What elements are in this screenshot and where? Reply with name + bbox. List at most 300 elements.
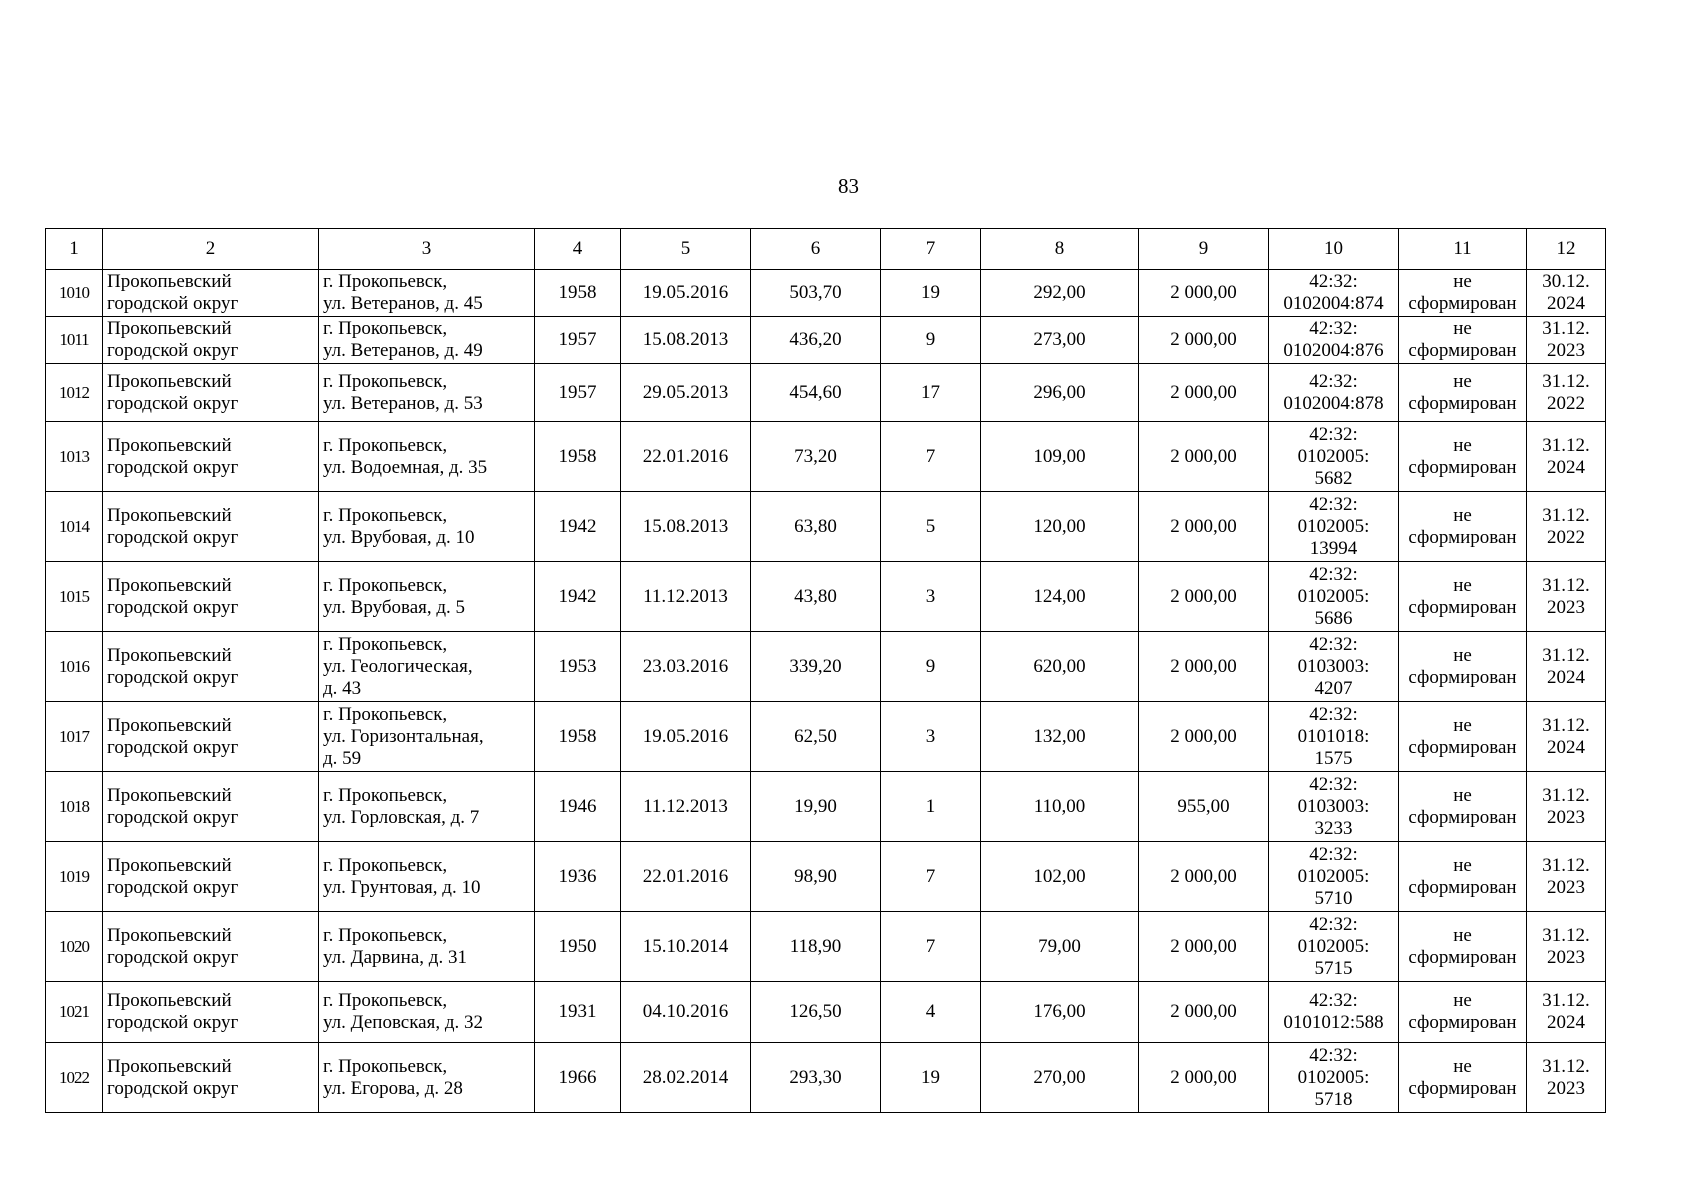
municipality-cell — [103, 982, 319, 1043]
cadastral-cell-line: 0103003: — [1297, 655, 1370, 677]
date-cell: 15.10.2014 — [621, 912, 751, 982]
cadastral-cell-line: 3233 — [1314, 817, 1353, 839]
status-cell — [1399, 364, 1527, 422]
deadline-cell-line: 2024 — [1547, 666, 1585, 688]
date-cell: 11.12.2013 — [621, 562, 751, 632]
date-cell: 29.05.2013 — [621, 364, 751, 422]
municipality-cell — [103, 842, 319, 912]
row-number: 1022 — [46, 1043, 103, 1113]
year-cell: 1957 — [535, 317, 621, 364]
table-body — [46, 229, 1606, 1113]
status-cell — [1399, 702, 1527, 772]
deadline-cell — [1527, 317, 1606, 364]
row-number: 1013 — [46, 422, 103, 492]
address-cell — [319, 364, 535, 422]
land-area-cell: 109,00 — [981, 422, 1139, 492]
municipality-cell-line: Прокопьевский — [107, 644, 232, 666]
address-cell — [319, 772, 535, 842]
status-cell-line: сформирован — [1408, 1077, 1517, 1099]
date-cell: 28.02.2014 — [621, 1043, 751, 1113]
table-row — [46, 842, 1606, 912]
table-row — [46, 1043, 1606, 1113]
cadastral-cell — [1269, 270, 1399, 317]
address-cell-line: г. Прокопьевск, — [323, 1055, 448, 1077]
deadline-cell-line: 31.12. — [1542, 714, 1590, 736]
status-cell-line: не — [1453, 370, 1472, 392]
row-number: 1017 — [46, 702, 103, 772]
row-number: 1015 — [46, 562, 103, 632]
price-cell: 2 000,00 — [1139, 912, 1269, 982]
address-cell — [319, 422, 535, 492]
year-cell: 1958 — [535, 422, 621, 492]
deadline-cell-line: 2023 — [1547, 1077, 1585, 1099]
cadastral-cell-line: 42:32: — [1309, 990, 1358, 1011]
year-cell: 1950 — [535, 912, 621, 982]
status-cell-line: сформирован — [1408, 1012, 1517, 1033]
register-table — [45, 228, 1606, 1113]
municipality-cell — [103, 317, 319, 364]
municipality-cell-line: городской округ — [107, 456, 239, 478]
year-cell: 1946 — [535, 772, 621, 842]
area-cell: 63,80 — [751, 492, 881, 562]
municipality-cell-line: городской округ — [107, 340, 239, 361]
area-cell: 118,90 — [751, 912, 881, 982]
column-header: 5 — [621, 229, 751, 270]
date-cell: 19.05.2016 — [621, 702, 751, 772]
status-cell — [1399, 982, 1527, 1043]
land-area-cell: 132,00 — [981, 702, 1139, 772]
cadastral-cell-line: 5710 — [1314, 887, 1353, 909]
deadline-cell — [1527, 1043, 1606, 1113]
price-cell: 2 000,00 — [1139, 702, 1269, 772]
land-area-cell: 296,00 — [981, 364, 1139, 422]
price-cell: 2 000,00 — [1139, 842, 1269, 912]
column-header: 3 — [319, 229, 535, 270]
address-cell — [319, 982, 535, 1043]
cadastral-cell-line: 42:32: — [1309, 493, 1358, 515]
address-cell — [319, 492, 535, 562]
residents-cell: 9 — [881, 632, 981, 702]
table-row — [46, 270, 1606, 317]
status-cell-line: не — [1453, 990, 1472, 1011]
cadastral-cell — [1269, 364, 1399, 422]
deadline-cell-line: 31.12. — [1542, 504, 1590, 526]
residents-cell: 7 — [881, 912, 981, 982]
price-cell: 2 000,00 — [1139, 982, 1269, 1043]
deadline-cell-line: 30.12. — [1542, 271, 1590, 292]
year-cell: 1958 — [535, 270, 621, 317]
address-cell-line: ул. Грунтовая, д. 10 — [323, 876, 481, 898]
municipality-cell-line: Прокопьевский — [107, 504, 232, 526]
status-cell-line: сформирован — [1408, 806, 1517, 828]
deadline-cell — [1527, 270, 1606, 317]
cadastral-cell-line: 5682 — [1314, 467, 1353, 489]
address-cell — [319, 562, 535, 632]
address-cell-line: ул. Врубовая, д. 5 — [323, 596, 466, 618]
year-cell: 1931 — [535, 982, 621, 1043]
area-cell: 293,30 — [751, 1043, 881, 1113]
residents-cell: 3 — [881, 702, 981, 772]
municipality-cell — [103, 632, 319, 702]
row-number: 1019 — [46, 842, 103, 912]
area-cell: 98,90 — [751, 842, 881, 912]
cadastral-cell-line: 1575 — [1314, 747, 1353, 769]
status-cell-line: сформирован — [1408, 876, 1517, 898]
residents-cell: 4 — [881, 982, 981, 1043]
address-cell-line: г. Прокопьевск, — [323, 990, 448, 1011]
row-number: 1020 — [46, 912, 103, 982]
cadastral-cell-line: 0102005: — [1297, 515, 1370, 537]
municipality-cell-line: городской округ — [107, 946, 239, 968]
address-cell-line: ул. Ветеранов, д. 53 — [323, 392, 483, 414]
municipality-cell-line: городской округ — [107, 1077, 239, 1099]
column-header: 2 — [103, 229, 319, 270]
municipality-cell — [103, 1043, 319, 1113]
municipality-cell-line: городской округ — [107, 666, 239, 688]
cadastral-cell-line: 0102005: — [1297, 445, 1370, 467]
address-cell-line: ул. Горловская, д. 7 — [323, 806, 480, 828]
deadline-cell — [1527, 492, 1606, 562]
table-row — [46, 422, 1606, 492]
column-header: 4 — [535, 229, 621, 270]
cadastral-cell-line: 0102004:878 — [1283, 392, 1384, 414]
date-cell: 19.05.2016 — [621, 270, 751, 317]
status-cell — [1399, 912, 1527, 982]
residents-cell: 7 — [881, 842, 981, 912]
column-header: 8 — [981, 229, 1139, 270]
date-cell: 15.08.2013 — [621, 492, 751, 562]
deadline-cell-line: 2023 — [1547, 806, 1585, 828]
address-cell-line: д. 59 — [323, 747, 362, 769]
cadastral-cell-line: 42:32: — [1309, 913, 1358, 935]
residents-cell: 19 — [881, 270, 981, 317]
area-cell: 436,20 — [751, 317, 881, 364]
cadastral-cell-line: 0102005: — [1297, 585, 1370, 607]
deadline-cell — [1527, 772, 1606, 842]
cadastral-cell-line: 13994 — [1309, 537, 1358, 559]
area-cell: 43,80 — [751, 562, 881, 632]
row-number: 1018 — [46, 772, 103, 842]
deadline-cell-line: 2023 — [1547, 946, 1585, 968]
address-cell-line: ул. Ветеранов, д. 45 — [323, 293, 483, 314]
status-cell — [1399, 422, 1527, 492]
address-cell — [319, 842, 535, 912]
status-cell-line: сформирован — [1408, 340, 1517, 361]
status-cell — [1399, 317, 1527, 364]
year-cell: 1953 — [535, 632, 621, 702]
residents-cell: 9 — [881, 317, 981, 364]
deadline-cell — [1527, 632, 1606, 702]
land-area-cell: 79,00 — [981, 912, 1139, 982]
column-header: 11 — [1399, 229, 1527, 270]
status-cell-line: не — [1453, 504, 1472, 526]
deadline-cell-line: 2024 — [1547, 1012, 1585, 1033]
status-cell-line: сформирован — [1408, 456, 1517, 478]
land-area-cell: 176,00 — [981, 982, 1139, 1043]
municipality-cell — [103, 364, 319, 422]
deadline-cell-line: 31.12. — [1542, 784, 1590, 806]
deadline-cell-line: 31.12. — [1542, 644, 1590, 666]
price-cell: 2 000,00 — [1139, 364, 1269, 422]
column-header: 9 — [1139, 229, 1269, 270]
address-cell-line: г. Прокопьевск, — [323, 370, 448, 392]
date-cell: 04.10.2016 — [621, 982, 751, 1043]
municipality-cell-line: городской округ — [107, 596, 239, 618]
year-cell: 1936 — [535, 842, 621, 912]
municipality-cell — [103, 912, 319, 982]
status-cell-line: сформирован — [1408, 526, 1517, 548]
table-row — [46, 562, 1606, 632]
land-area-cell: 102,00 — [981, 842, 1139, 912]
cadastral-cell-line: 42:32: — [1309, 318, 1358, 339]
municipality-cell — [103, 562, 319, 632]
date-cell: 15.08.2013 — [621, 317, 751, 364]
municipality-cell-line: Прокопьевский — [107, 318, 232, 339]
deadline-cell — [1527, 364, 1606, 422]
year-cell: 1966 — [535, 1043, 621, 1113]
status-cell-line: не — [1453, 784, 1472, 806]
row-number: 1010 — [46, 270, 103, 317]
municipality-cell-line: Прокопьевский — [107, 854, 232, 876]
cadastral-cell — [1269, 702, 1399, 772]
cadastral-cell-line: 0103003: — [1297, 795, 1370, 817]
cadastral-cell — [1269, 317, 1399, 364]
column-header: 6 — [751, 229, 881, 270]
land-area-cell: 110,00 — [981, 772, 1139, 842]
cadastral-cell — [1269, 492, 1399, 562]
table-row — [46, 492, 1606, 562]
date-cell: 23.03.2016 — [621, 632, 751, 702]
municipality-cell — [103, 492, 319, 562]
price-cell: 2 000,00 — [1139, 1043, 1269, 1113]
cadastral-cell-line: 5715 — [1314, 957, 1353, 979]
table-row — [46, 702, 1606, 772]
residents-cell: 5 — [881, 492, 981, 562]
area-cell: 62,50 — [751, 702, 881, 772]
status-cell — [1399, 772, 1527, 842]
address-cell-line: г. Прокопьевск, — [323, 924, 448, 946]
year-cell: 1942 — [535, 562, 621, 632]
address-cell-line: ул. Деповская, д. 32 — [323, 1012, 484, 1033]
status-cell-line: сформирован — [1408, 392, 1517, 414]
deadline-cell-line: 2022 — [1547, 392, 1585, 414]
municipality-cell-line: городской округ — [107, 806, 239, 828]
deadline-cell-line: 31.12. — [1542, 990, 1590, 1011]
cadastral-cell-line: 0101012:588 — [1283, 1012, 1384, 1033]
deadline-cell-line: 2024 — [1547, 736, 1585, 758]
address-cell-line: г. Прокопьевск, — [323, 784, 448, 806]
cadastral-cell — [1269, 1043, 1399, 1113]
row-number: 1011 — [46, 317, 103, 364]
deadline-cell-line: 31.12. — [1542, 854, 1590, 876]
municipality-cell-line: городской округ — [107, 736, 239, 758]
status-cell — [1399, 632, 1527, 702]
area-cell: 126,50 — [751, 982, 881, 1043]
cadastral-cell-line: 0102005: — [1297, 1066, 1370, 1088]
status-cell-line: не — [1453, 434, 1472, 456]
table-row — [46, 632, 1606, 702]
residents-cell: 17 — [881, 364, 981, 422]
municipality-cell-line: Прокопьевский — [107, 370, 232, 392]
date-cell: 22.01.2016 — [621, 422, 751, 492]
cadastral-cell — [1269, 632, 1399, 702]
deadline-cell-line: 2024 — [1547, 456, 1585, 478]
cadastral-cell-line: 0101018: — [1297, 725, 1370, 747]
address-cell-line: г. Прокопьевск, — [323, 574, 448, 596]
cadastral-cell-line: 4207 — [1314, 677, 1353, 699]
area-cell: 454,60 — [751, 364, 881, 422]
cadastral-cell-line: 42:32: — [1309, 633, 1358, 655]
address-cell-line: г. Прокопьевск, — [323, 318, 448, 339]
status-cell-line: не — [1453, 644, 1472, 666]
deadline-cell — [1527, 702, 1606, 772]
municipality-cell-line: Прокопьевский — [107, 1055, 232, 1077]
address-cell-line: ул. Егорова, д. 28 — [323, 1077, 463, 1099]
column-header: 7 — [881, 229, 981, 270]
status-cell-line: сформирован — [1408, 946, 1517, 968]
address-cell — [319, 702, 535, 772]
area-cell: 73,20 — [751, 422, 881, 492]
price-cell: 955,00 — [1139, 772, 1269, 842]
row-number: 1014 — [46, 492, 103, 562]
address-cell-line: ул. Геологическая, — [323, 655, 473, 677]
deadline-cell-line: 31.12. — [1542, 1055, 1590, 1077]
status-cell — [1399, 1043, 1527, 1113]
status-cell — [1399, 562, 1527, 632]
cadastral-cell — [1269, 422, 1399, 492]
status-cell-line: сформирован — [1408, 293, 1517, 314]
municipality-cell — [103, 422, 319, 492]
residents-cell: 19 — [881, 1043, 981, 1113]
status-cell-line: сформирован — [1408, 736, 1517, 758]
page-number: 83 — [838, 174, 859, 198]
table-row — [46, 912, 1606, 982]
address-cell — [319, 912, 535, 982]
year-cell: 1942 — [535, 492, 621, 562]
table-row — [46, 364, 1606, 422]
address-cell-line: г. Прокопьевск, — [323, 434, 448, 456]
land-area-cell: 120,00 — [981, 492, 1139, 562]
date-cell: 11.12.2013 — [621, 772, 751, 842]
address-cell-line: г. Прокопьевск, — [323, 633, 448, 655]
cadastral-cell-line: 42:32: — [1309, 773, 1358, 795]
status-cell-line: не — [1453, 1055, 1472, 1077]
address-cell — [319, 270, 535, 317]
cadastral-cell-line: 0102004:876 — [1283, 340, 1384, 361]
date-cell: 22.01.2016 — [621, 842, 751, 912]
cadastral-cell — [1269, 772, 1399, 842]
municipality-cell — [103, 702, 319, 772]
address-cell-line: ул. Горизонтальная, — [323, 725, 484, 747]
deadline-cell — [1527, 562, 1606, 632]
municipality-cell-line: городской округ — [107, 526, 239, 548]
price-cell: 2 000,00 — [1139, 317, 1269, 364]
cadastral-cell-line: 42:32: — [1309, 271, 1358, 292]
land-area-cell: 124,00 — [981, 562, 1139, 632]
land-area-cell: 292,00 — [981, 270, 1139, 317]
deadline-cell-line: 31.12. — [1542, 434, 1590, 456]
deadline-cell-line: 2023 — [1547, 876, 1585, 898]
column-header: 12 — [1527, 229, 1606, 270]
price-cell: 2 000,00 — [1139, 270, 1269, 317]
price-cell: 2 000,00 — [1139, 422, 1269, 492]
header-row — [46, 229, 1606, 270]
area-cell: 19,90 — [751, 772, 881, 842]
address-cell-line: ул. Водоемная, д. 35 — [323, 456, 488, 478]
cadastral-cell-line: 42:32: — [1309, 703, 1358, 725]
cadastral-cell-line: 42:32: — [1309, 563, 1358, 585]
cadastral-cell-line: 0102005: — [1297, 865, 1370, 887]
cadastral-cell-line: 42:32: — [1309, 370, 1358, 392]
land-area-cell: 270,00 — [981, 1043, 1139, 1113]
year-cell: 1958 — [535, 702, 621, 772]
row-number: 1016 — [46, 632, 103, 702]
status-cell — [1399, 492, 1527, 562]
deadline-cell-line: 31.12. — [1542, 574, 1590, 596]
land-area-cell: 620,00 — [981, 632, 1139, 702]
area-cell: 503,70 — [751, 270, 881, 317]
status-cell-line: не — [1453, 574, 1472, 596]
municipality-cell-line: Прокопьевский — [107, 574, 232, 596]
municipality-cell-line: Прокопьевский — [107, 924, 232, 946]
cadastral-cell — [1269, 842, 1399, 912]
address-cell-line: ул. Врубовая, д. 10 — [323, 526, 475, 548]
address-cell-line: ул. Ветеранов, д. 49 — [323, 340, 483, 361]
address-cell-line: г. Прокопьевск, — [323, 703, 448, 725]
deadline-cell-line: 31.12. — [1542, 924, 1590, 946]
area-cell: 339,20 — [751, 632, 881, 702]
municipality-cell-line: Прокопьевский — [107, 714, 232, 736]
deadline-cell — [1527, 982, 1606, 1043]
residents-cell: 3 — [881, 562, 981, 632]
address-cell-line: д. 43 — [323, 677, 362, 699]
cadastral-cell-line: 5686 — [1314, 607, 1353, 629]
address-cell — [319, 1043, 535, 1113]
status-cell — [1399, 270, 1527, 317]
municipality-cell — [103, 270, 319, 317]
status-cell-line: не — [1453, 714, 1472, 736]
status-cell-line: не — [1453, 924, 1472, 946]
deadline-cell — [1527, 842, 1606, 912]
status-cell-line: не — [1453, 271, 1472, 292]
cadastral-cell-line: 5718 — [1314, 1088, 1353, 1110]
address-cell-line: г. Прокопьевск, — [323, 271, 448, 292]
land-area-cell: 273,00 — [981, 317, 1139, 364]
cadastral-cell — [1269, 982, 1399, 1043]
row-number: 1021 — [46, 982, 103, 1043]
status-cell — [1399, 842, 1527, 912]
status-cell-line: не — [1453, 854, 1472, 876]
deadline-cell-line: 31.12. — [1542, 370, 1590, 392]
deadline-cell-line: 2023 — [1547, 340, 1585, 361]
municipality-cell-line: Прокопьевский — [107, 784, 232, 806]
address-cell-line: ул. Дарвина, д. 31 — [323, 946, 467, 968]
address-cell-line: г. Прокопьевск, — [323, 854, 448, 876]
municipality-cell-line: городской округ — [107, 1012, 239, 1033]
column-header: 1 — [46, 229, 103, 270]
cadastral-cell-line: 42:32: — [1309, 843, 1358, 865]
address-cell-line: г. Прокопьевск, — [323, 504, 448, 526]
address-cell — [319, 317, 535, 364]
municipality-cell-line: городской округ — [107, 293, 239, 314]
address-cell — [319, 632, 535, 702]
cadastral-cell — [1269, 912, 1399, 982]
municipality-cell-line: Прокопьевский — [107, 990, 232, 1011]
cadastral-cell — [1269, 562, 1399, 632]
price-cell: 2 000,00 — [1139, 492, 1269, 562]
municipality-cell-line: городской округ — [107, 392, 239, 414]
status-cell-line: сформирован — [1408, 666, 1517, 688]
